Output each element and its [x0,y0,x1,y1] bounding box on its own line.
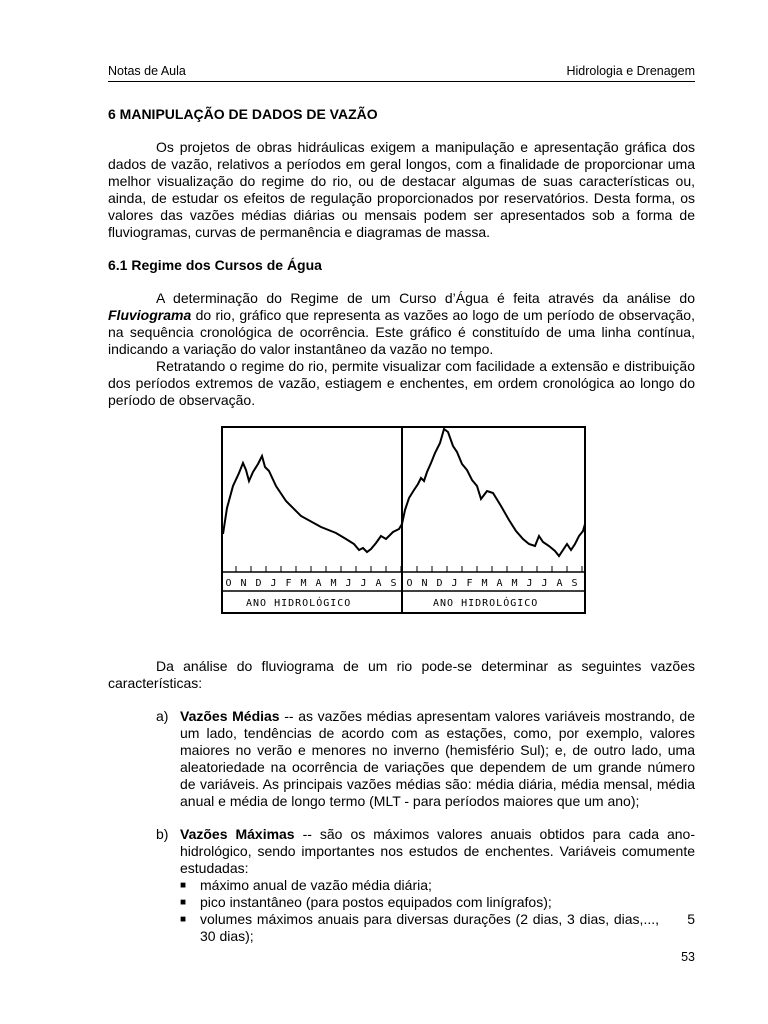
section-intro: Os projetos de obras hidráulicas exigem a manipulação e apresentação gráfica dos dados de vazão, relativos a períodos em geral longos, com a finalidade de proporcionar uma melhor visualização do regime do rio, ou de destacar algumas de suas características ou, ainda, de estudar os efeitos de regulação proporcionados por reservatórios. Desta forma, os valores das vazões médias diárias ou mensais podem ser apresentados sob a forma de fluviogramas, curvas de permanência e diagramas de massa. [108,139,695,240]
item-a-mark: a) [156,708,169,724]
bullet-item: ■ volumes máximos anuais para diversas durações (2 dias, 3 dias, dias,..., 30 dias); 5 [180,911,695,944]
item-a [108,708,695,810]
regime-paragraph-1: A determinação do Regime de um Curso d’Água é feita através da análise do Fluviograma do rio, gráfico que representa as vazões ao logo de um período de observação, na sequência cronológica de ocorrência. Este gráfico é constituído de uma linha contínua, indicando a variação do valor instantâneo da vazão no tempo. [108,290,695,357]
item-a-text: -- as vazões médias apresentam valores variáveis mostrando, de um lado, tendências de acordo com as estações, como, por exemplo, valores maiores no verão e menores no inverno (hemisfério Sul); e, de outro lado, uma aleatoriedade na ocorrência de variações que dependem de um grande número de variáveis. As principais vazões médias são: média diária, média mensal, média anual e média de longo termo (MLT - para períodos maiores que um ano); [180,708,695,809]
year-label-2: ANO HIDROLÓGICO [433,598,539,609]
item-b-mark: b) [156,826,169,842]
month-label: M [481,578,488,589]
item-b-title: Vazões Máximas [180,826,295,842]
bullet-side-number: 5 [687,911,695,927]
month-label: D [255,578,262,589]
month-label: A [375,578,382,589]
month-label: F [285,578,292,589]
month-label: M [511,578,518,589]
bullet-item: ■ pico instantâneo (para postos equipados com linígrafos); [180,894,552,910]
month-label: J [526,578,533,589]
month-label: O [225,578,232,589]
subsection-title: 6.1 Regime dos Cursos de Água [108,257,322,273]
header-right: Hidrologia e Drenagem [566,64,695,78]
month-label: A [496,578,503,589]
month-label: J [345,578,352,589]
hydrograph-year-2 [402,429,585,556]
month-label: D [436,578,443,589]
month-label: S [571,578,578,589]
page-header [108,64,695,82]
year-label-1: ANO HIDROLÓGICO [246,598,352,609]
bullet-list [180,877,695,945]
item-b [108,826,695,945]
hydrograph-year-1 [223,456,402,552]
page-content [108,106,695,945]
month-label: M [300,578,307,589]
item-b-text: -- são os máximos valores anuais obtidos para cada ano-hidrológico, sendo importantes nos estudos de enchentes. Variáveis comumente estudadas: [180,826,696,876]
month-label: J [541,578,548,589]
month-label: J [451,578,458,589]
header-left: Notas de Aula [108,64,186,78]
month-label: O [406,578,413,589]
month-label: N [240,578,247,589]
month-label: F [466,578,473,589]
month-label: J [360,578,367,589]
month-label: M [330,578,337,589]
month-label: S [390,578,397,589]
month-label: A [315,578,322,589]
section-title: 6 MANIPULAÇÃO DE DADOS DE VAZÃO [108,106,378,122]
month-label: N [421,578,428,589]
bullet-item: ■ máximo anual de vazão média diária; [180,877,432,893]
month-label: J [270,578,277,589]
page-number: 53 [681,950,695,964]
fluviogram-figure [221,426,587,634]
analysis-intro: Da análise do fluviograma de um rio pode-se determinar as seguintes vazões características: [108,658,695,691]
regime-paragraph-2: Retratando o regime do rio, permite visualizar com facilidade a extensão e distribuição dos períodos extremos de vazão, estiagem e enchentes, em ordem cronológica ao longo do período de observação. [108,358,695,408]
month-label: A [556,578,563,589]
fluviograma-term: Fluviograma [108,307,192,323]
item-a-title: Vazões Médias [180,708,280,724]
